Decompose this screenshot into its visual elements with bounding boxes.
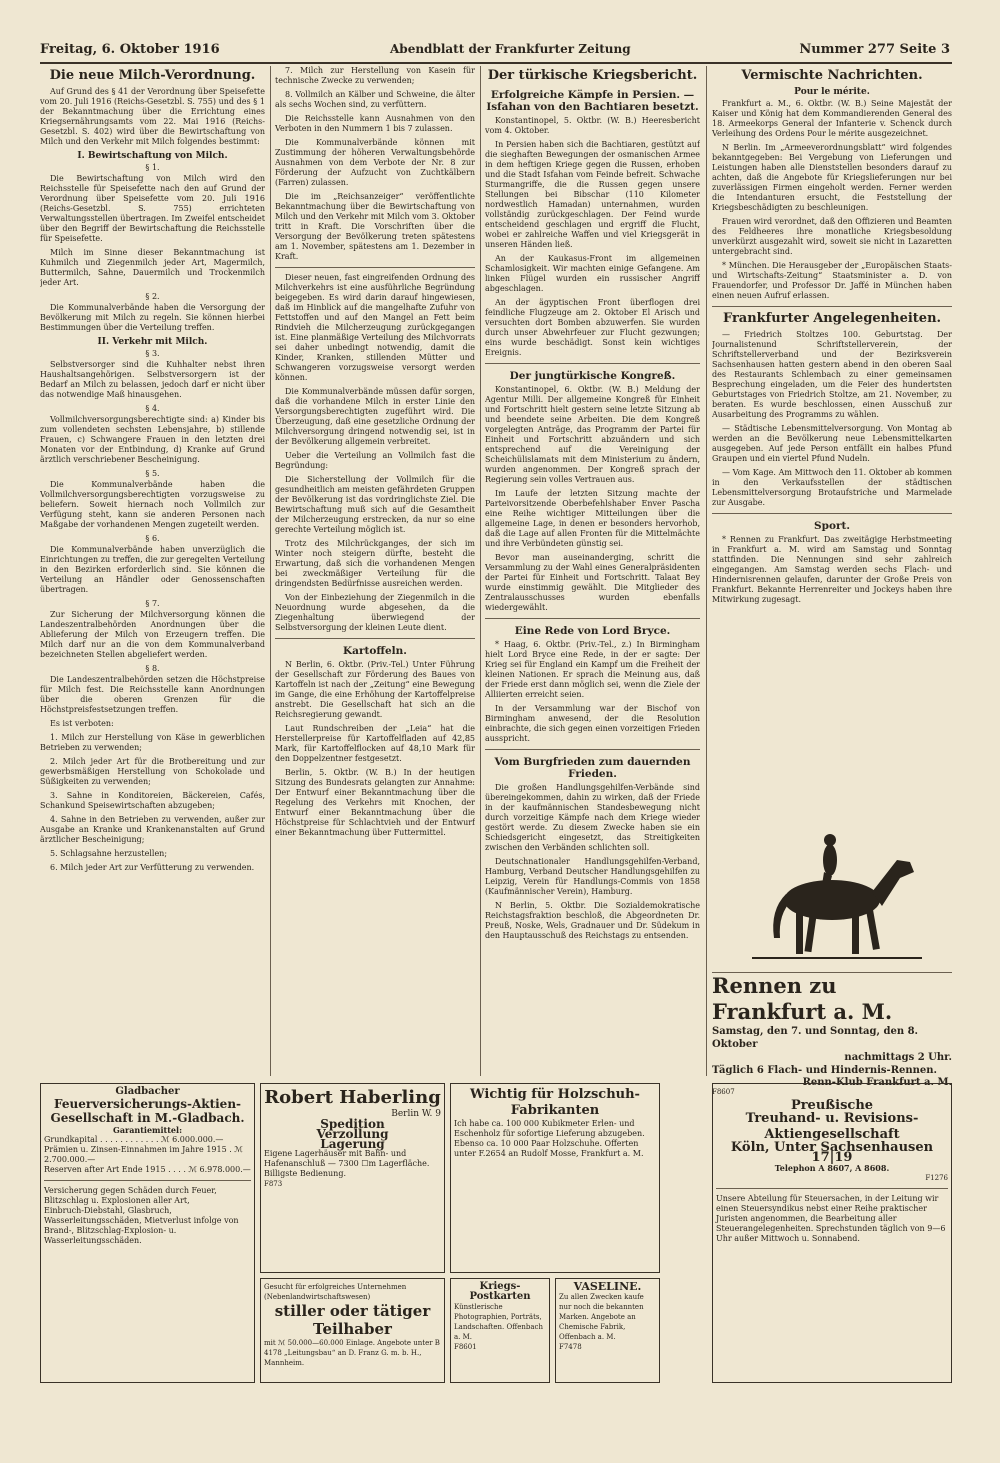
ad-line: Lagerung	[320, 1137, 385, 1151]
article-paragraph: Dieser neuen, fast eingreifenden Ordnung des Milchverkehrs ist eine ausführliche Begründung beigegeben. Es wird darin darauf hingewiesen, daß im Hinblick auf die mangelhafte Zufuhr von Fettstoffen und auf den Mangel an Fett beim Rindvieh die Milcherzeugung zurückgegangen ist. Eine planmäßige Verteilung des Milchvorrats sei daher unbedingt notwendig, damit die Kinder, Kranken, stillenden Mütter und Schwangeren vorzugsweise versorgt werden können.	[275, 273, 475, 382]
article-paragraph: Berlin, 5. Oktbr. (W. B.) In der heutigen Sitzung des Bundesrats gelangten zur Annahme: Der Entwurf einer Bekanntmachung über die Regelung des Verkehrs mit Knochen, der Entwurf einer Bekanntmachung über die Höchstpreise für Schlachtvieh und der Entwurf einer Bekanntmachung über Futtermittel.	[275, 768, 475, 837]
article-paragraph: In der Versammlung war der Bischof von Birmingham anwesend, der die Resolution einbrachte, die sich gegen einen vorzeitigen Frieden ausspricht.	[485, 704, 700, 743]
article-paragraph: Von der Einbeziehung der Ziegenmilch in die Neuordnung wurde abgesehen, da die Ziegenhaltung überwiegend der Selbstversorgung der kleinen Leute dient.	[275, 593, 475, 632]
divider	[712, 306, 952, 307]
article-paragraph: N Berlin, 6. Oktbr. (Priv.-Tel.) Unter Führung der Gesellschaft zur Förderung des Baues von Kartoffeln ist nach der „Zeitung“ eine Bewegung im Gange, die eine Erhöhung der Kartoffelpreise anstrebt. Die Gesellschaft hat sich an die Reichsregierung gewandt.	[275, 660, 475, 719]
ad-heading: Preußische	[790, 1098, 874, 1113]
list-item: 3. Sahne in Konditoreien, Bäckereien, Cafés, Schankund Speisewirtschaften abzugeben;	[40, 791, 265, 810]
divider	[44, 1180, 251, 1181]
article-paragraph: Konstantinopel, 5. Oktbr. (W. B.) Heeresbericht vom 4. Oktober.	[485, 116, 700, 135]
ad-code: F8607	[712, 1088, 735, 1096]
ad-line: Unsere Abteilung für Steuersachen, in der Leitung wir einen Steuersyndikus nebst einer Reihe praktischer Juristen angenommen, die Bearbeitung aller Steuerangelegenheiten. Sprechstunden täglich von 9—6 Uhr außer Mittwoch u. Sonnabend.	[716, 1194, 946, 1243]
article-title: Vermischte Nachrichten.	[741, 68, 923, 83]
page-label: Seite 3	[899, 42, 950, 57]
ad-subtitle: Garantiemittel:	[112, 1125, 183, 1135]
masthead	[40, 42, 950, 62]
article-subtitle: Pour le mérite.	[794, 87, 870, 97]
ad-city: Köln, Unter Sachsenhausen 17|19	[730, 1140, 934, 1165]
paragraph-number: § 3.	[145, 349, 160, 358]
race-title: Rennen zu Frankfurt a. M.	[712, 973, 893, 1024]
divider	[485, 363, 700, 364]
article-title: Eine Rede von Lord Bryce.	[514, 625, 671, 637]
ad-gladbach-insurance	[40, 1083, 255, 1383]
ad-code: F1276	[925, 1174, 948, 1182]
article-title: Der jungtürkische Kongreß.	[509, 370, 676, 382]
ad-vaseline	[555, 1278, 660, 1383]
divider	[275, 638, 475, 639]
ad-code: F873	[264, 1180, 283, 1188]
list-item: 1. Milch zur Herstellung von Käse in gewerblichen Betrieben zu verwenden;	[40, 733, 265, 752]
ad-partner-wanted	[260, 1278, 445, 1383]
paragraph-number: § 6.	[145, 534, 160, 543]
article-paragraph: Selbstversorger sind die Kuhhalter nebst ihren Haushaltsangehörigen. Selbstversorgern ist der Bedarf an Milch zu belassen, jedoch darf er nicht über das notwendige Maß hinausgehen.	[40, 360, 265, 399]
article-subtitle: Erfolgreiche Kämpfe in Persien. — Isfahan von den Bachtiaren besetzt.	[486, 89, 699, 113]
article-paragraph: Ueber die Verteilung an Vollmilch fast die Begründung:	[275, 451, 475, 470]
article-paragraph: Die im „Reichsanzeiger“ veröffentlichte Bekanntmachung über die Bewirtschaftung von Milch und den Verkehr mit Milch vom 3. Oktober tritt in Kraft. Die Vorschriften über die Versorgung der Bevölkerung treten spätestens am 1. November, spätestens am 1. Dezember in Kraft.	[275, 192, 475, 261]
divider	[485, 618, 700, 619]
paragraph-number: § 4.	[145, 404, 160, 413]
horse-illustration	[712, 820, 952, 970]
paper-title: Abendblatt der Frankfurter Zeitung	[390, 42, 631, 56]
article-paragraph: Die Reichsstelle kann Ausnahmen von den Verboten in den Nummern 1 bis 7 zulassen.	[275, 114, 475, 133]
masthead-rule	[40, 62, 952, 64]
ad-line: Grundkapital . . . . . . . . . . . . ℳ 6.000.000.—	[44, 1135, 224, 1144]
ad-line: Einbruch-Diebstahl, Glasbruch, Wasserleitungsschäden, Mietverlust infolge von Brand-, Blitzschlag-Explosion- u. Wasserleitungsschäden.	[44, 1206, 239, 1245]
article-paragraph: An der ägyptischen Front überflogen drei feindliche Flugzeuge am 2. Oktober El Arisch und versuchten dort Bomben abzuwerfen. Sie wurden durch unser Abwehrfeuer zur Flucht gezwungen; eins wurde beschädigt. Sonst kein wichtiges Ereignis.	[485, 298, 700, 357]
article-paragraph: * München. Die Herausgeber der „Europäischen Staats- und Wirtschafts-Zeitung“ Staatsminister a. D. von Frauendorfer, und Professor Dr. Jaffé in München haben einen neuen Aufruf erlassen.	[712, 261, 952, 300]
article-paragraph: Konstantinopel, 6. Oktbr. (W. B.) Meldung der Agentur Milli. Der allgemeine Kongreß für Einheit und Fortschritt hielt gestern seine letzte Sitzung ab und beendete seine Arbeiten. Die dem Kongreß vorgelegten Anträge, das Programm der Partei für Einheit und Fortschritt abzuändern und sich entsprechend auf die Vereinigung der Scheichülislamats mit dem Ministerium zu ändern, wurden angenommen. Der Kongreß sprach der Regierung sein volles Vertrauen aus.	[485, 385, 700, 484]
list-item: 2. Milch jeder Art für die Brotbereitung und zur gewerbsmäßigen Herstellung von Schokolade und Süßigkeiten zu verwenden;	[40, 757, 265, 786]
ad-title: VASELINE.	[573, 1280, 642, 1293]
article-paragraph: Die Kommunalverbände haben die Vollmilchversorgungsberechtigten vorzugsweise zu beliefern. Soweit hiernach noch Vollmilch zur Verfügung steht, kann sie anderen Personen nach Maßgabe der vorhandenen Mengen zugeteilt werden.	[40, 480, 265, 529]
article-paragraph: Die Kommunalverbände müssen dafür sorgen, daß die vorhandene Milch in erster Linie den Versorgungsberechtigten zugeführt wird. Die Überzeugung, daß eine gesetzliche Ordnung der Milchversorgung dringend notwendig sei, ist in der Bevölkerung allgemein verbreitet.	[275, 387, 475, 446]
ad-line: Gesucht für erfolgreiches Unternehmen (Nebenlandwirtschaftswesen)	[264, 1283, 407, 1301]
list-item: 5. Schlagsahne herzustellen;	[50, 849, 168, 858]
article-paragraph: Es ist verboten:	[50, 719, 114, 728]
paragraph-number: § 7.	[145, 599, 160, 608]
article-paragraph: Milch im Sinne dieser Bekanntmachung ist Kuhmilch und Ziegenmilch jeder Art, Magermilch, Buttermilch, Sahne, Dauermilch und Trockenmilch jeder Art.	[40, 248, 265, 287]
ad-title: Robert Haberling	[264, 1087, 441, 1108]
article-paragraph: Die Kommunalverbände haben die Versorgung der Bevölkerung mit Milch zu regeln. Sie können hierbei Bestimmungen über die Verteilung treffen.	[40, 303, 265, 332]
section-heading: II. Verkehr mit Milch.	[97, 337, 208, 347]
article-paragraph: Im Laufe der letzten Sitzung machte der Parteivorsitzende Oberbefehlshaber Enver Pascha eine Reihe wichtiger Mitteilungen über die allgemeine Lage, in denen er besonders hervorhob, daß die Lage auf allen Fronten für die Mittelmächte und ihre Verbündeten günstig sei.	[485, 489, 700, 548]
issue-number	[799, 42, 950, 57]
article-paragraph: — Vom Kage. Am Mittwoch den 11. Oktober ab kommen in den Verkaufsstellen der städtischen Lebensmittelversorgung Brotaufstriche und Marmelade zur Ausgabe.	[712, 468, 952, 507]
ad-code: F8601	[454, 1343, 477, 1351]
article-paragraph: In Persien haben sich die Bachtiaren, gestützt auf die sieghaften Bewegungen der osmanischen Armee in dem heftigen Kriege gegen die Russen, erhoben und die Stadt Isfahan vom Feinde befreit. Schwache Sturmangriffe, die die Russen gegen unsere Stellungen bei Bibschar (110 Kilometer nordwestlich Hamadan) unternahmen, wurden vollständig zurückgeschlagen. Der Feind wurde entscheidend geschlagen und ergriff die Flucht, wobei er zahlreiche Waffen und viel Kriegsgerät in unseren Händen ließ.	[485, 140, 700, 249]
list-item: 7. Milch zur Herstellung von Kasein für technische Zwecke zu verwenden;	[275, 66, 475, 85]
ad-title: Kriegs-Postkarten	[469, 1281, 531, 1302]
column-rule	[480, 66, 481, 1076]
article-paragraph: — Städtische Lebensmittelversorgung. Von Montag ab werden an die Bevölkerung neue Lebensmittelkarten ausgegeben. Auf jede Person entfällt ein halbes Pfund Graupen und ein viertel Pfund Nudeln.	[712, 424, 952, 463]
race-time: nachmittags 2 Uhr.	[844, 1052, 952, 1063]
article-paragraph: * Rennen zu Frankfurt. Das zweitägige Herbstmeeting in Frankfurt a. M. wird am Samstag und Sonntag stattfinden. Die Nennungen sind sehr zahlreich eingegangen. Am Samstag werden sechs Flach- und Hindernisrennen gelaufen, darunter der Große Preis von Frankfurt. Bekannte Herrenreiter und Jockeys haben ihre Mitwirkung zugesagt.	[712, 535, 952, 604]
list-item: 4. Sahne in den Betrieben zu verwenden, außer zur Ausgabe an Kranke und Krankenanstalten auf Grund ärztlicher Bescheinigung;	[40, 815, 265, 844]
article-title: Kartoffeln.	[343, 645, 407, 657]
race-dates: Samstag, den 7. und Sonntag, den 8. Oktober	[712, 1026, 919, 1050]
article-paragraph: Trotz des Milchrückganges, der sich im Winter noch steigern dürfte, besteht die Erwartung, daß sich die vorhandenen Mengen bei zweckmäßiger Verteilung für die dringendsten Bedürfnisse ausreichen werden.	[275, 539, 475, 588]
article-paragraph: Die Bewirtschaftung von Milch wird den Reichsstelle für Speisefette nach den auf Grund der Verordnung über Speisefette vom 20. Juli 1916 (Reichs-Gesetzbl. S. 755) errichteten Verwaltungsstellen übertragen. Im Zweifel entscheidet über den Begriff der Bewirtschaftung die Reichsstelle für Speisefette.	[40, 174, 265, 243]
article-title: Der türkische Kriegsbericht.	[487, 68, 698, 83]
divider	[485, 749, 700, 750]
issue-date: Freitag, 6. Oktober 1916	[40, 42, 220, 57]
divider	[716, 1188, 948, 1189]
ad-line: Künstlerische Photographien, Porträts, Landschaften. Offenbach a. M.	[454, 1303, 543, 1341]
ad-line: Ich habe ca. 100 000 Kubikmeter Erlen- und Eschenholz für sofortige Lieferung abzugeben. Ebenso ca. 10 000 Paar Holzschuhe. Offerten unter F.2654 an Rudolf Mosse, Frankfurt a. M.	[454, 1119, 645, 1158]
section-heading: I. Bewirtschaftung von Milch.	[77, 151, 228, 161]
article-paragraph: Deutschnationaler Handlungsgehilfen-Verband, Hamburg, Verband Deutscher Handlungsgehilfen zu Leipzig, Verein für Handlungs-Commis von 1858 (Kaufmännischer Verein), Hamburg.	[485, 857, 700, 896]
ad-title: Feuerversicherungs-Aktien-Gesellschaft in M.-Gladbach.	[50, 1097, 245, 1125]
column-rule	[270, 66, 271, 1076]
article-paragraph: Frauen wird verordnet, daß den Offizieren und Beamten des Feldheeres ihre monatliche Kriegsbesoldung unverkürzt ausgezahlt wird, soweit sie nicht in Lazaretten untergebracht sind.	[712, 217, 952, 256]
ad-war-postcards	[450, 1278, 550, 1383]
divider	[275, 267, 475, 268]
article-paragraph: Die Landeszentralbehörden setzen die Höchstpreise für Milch fest. Die Reichsstelle kann Anordnungen über die oberen Grenzen für die Höchstpreisfestsetzungen treffen.	[40, 675, 265, 714]
race-advertisement	[712, 972, 952, 1096]
article-paragraph: Zur Sicherung der Milchversorgung können die Landeszentralbehörden Anordnungen über die Ablieferung der Milch von Erzeugern treffen. Die Milch darf nur an die von dem Kommunalverband bezeichneten Stellen abgeliefert werden.	[40, 610, 265, 659]
column-milk-ordinance	[40, 66, 265, 1066]
column-turkish-report	[485, 66, 700, 1066]
paragraph-number: § 1.	[145, 163, 160, 172]
article-paragraph: Die Kommunalverbände haben unverzüglich die Einrichtungen zu treffen, die zur geregelten Verteilung in den Bezirken erforderlich sind. Sie können die Verteilung an Händler oder Genossenschaften übertragen.	[40, 545, 265, 594]
article-paragraph: Die Kommunalverbände können mit Zustimmung der höheren Verwaltungsbehörde Ausnahmen von dem Verbote der Nr. 8 zur Förderung der Aufzucht von Zuchtkälbern (Farren) zulassen.	[275, 138, 475, 187]
article-paragraph: * Haag, 6. Oktbr. (Priv.-Tel., z.) In Birmingham hielt Lord Bryce eine Rede, in der er sagte: Der Krieg sei für England ein Kampf um die Freiheit der kleinen Nationen. Er sprach die Meinung aus, daß der Friede erst dann möglich sei, wenn die Ziele der Alliierten erreicht seien.	[485, 640, 700, 699]
ad-line: Prämien u. Zinsen-Einnahmen im Jahre 1915 . ℳ 2.700.000.—	[44, 1145, 243, 1164]
horse-rider-icon	[712, 820, 952, 970]
ad-heading: Gladbacher	[115, 1086, 180, 1097]
article-paragraph: Bevor man auseinanderging, schritt die Versammlung zu der Wahl eines Generalpräsidenten der Partei für Einheit und Fortschritt. Talaat Bey wurde einstimmig gewählt. Die Mitglieder des Zentralausschusses wurden ebenfalls wiedergewählt.	[485, 553, 700, 612]
ad-code: F7478	[559, 1343, 582, 1351]
article-paragraph: Vollmilchversorgungsberechtigte sind: a) Kinder bis zum vollendeten sechsten Lebensjahre, b) stillende Frauen, c) Schwangere Frauen in den letzten drei Monaten vor der Entbindung, d) Kranke auf Grund ärztlich verschriebener Bescheinigung.	[40, 415, 265, 464]
ad-line: mit ℳ 50.000—60.000 Einlage. Angebote unter B 4178 „Leitungsbau“ an D. Franz G. m. b. H., Mannheim.	[264, 1339, 440, 1367]
number-label: Nummer 277	[799, 42, 896, 57]
article-paragraph: Frankfurt a. M., 6. Oktbr. (W. B.) Seine Majestät der Kaiser und König hat dem Kommandierenden General des 18. Armeekorps General der Infanterie v. Schenck durch Verleihung des Ordens Pour le mérite ausgezeichnet.	[712, 99, 952, 138]
article-paragraph: Die großen Handlungsgehilfen-Verbände sind übereingekommen, dahin zu wirken, daß der Friede in der kaufmännischen Standesbewegung nicht durch vorzeitige Kämpfe nach dem Kriege wieder gestört werde. Zu diesem Zwecke haben sie ein Schiedsgericht eingesetzt, das Streitigkeiten zwischen den Verbänden schlichten soll.	[485, 783, 700, 852]
article-title: Vom Burgfrieden zum dauernden Frieden.	[494, 756, 691, 780]
article-title: Sport.	[814, 520, 850, 532]
article-title: Frankfurter Angelegenheiten.	[722, 311, 942, 326]
ad-city: Berlin W. 9	[391, 1109, 441, 1119]
article-paragraph: Die Sicherstellung der Vollmilch für die gesundheitlich am meisten gefährdeten Gruppen der Bevölkerung ist das vordringlichste Ziel. Die Bewirtschaftung muß sich auf die Gesamtheit der Milcherzeugung erstrecken, da nur so eine gerechte Verteilung möglich ist.	[275, 475, 475, 534]
ad-haberling	[260, 1083, 445, 1273]
ad-treuhand	[712, 1083, 952, 1383]
column-rule	[706, 66, 707, 1076]
article-paragraph: An der Kaukasus-Front im allgemeinen Schamlosigkeit. Wir machten einige Gefangene. Am linken Flügel wurden ein russischer Angriff abgeschlagen.	[485, 254, 700, 293]
ad-line: Versicherung gegen Schäden durch Feuer, Blitzschlag u. Explosionen aller Art,	[44, 1186, 217, 1205]
article-paragraph: Laut Rundschreiben der „Leia“ hat die Herstellerpreise für Kartoffelfladen auf 42,85 Mark, für Kartoffelflocken auf 48,10 Mark für den Doppelzentner festgesetzt.	[275, 724, 475, 763]
ad-line: Eigene Lagerhäuser mit Bahn- und Hafenanschluß — 7300 ☐m Lagerfläche. Billigste Bedienung.	[264, 1149, 430, 1178]
list-item: 8. Vollmilch an Kälber und Schweine, die älter als sechs Wochen sind, zu verfüttern.	[275, 90, 475, 109]
article-paragraph: — Friedrich Stoltzes 100. Geburtstag. Der Journalistenund Schriftstellerverein, der Schriftstellerverband und der Bezirksverein Sachsenhausen hatten gestern abend in den oberen Saal des Restaurants Schlembach zu einer gemeinsamen Besprechung eingeladen, um die Feier des hundertsten Geburtstages von Friedrich Stoltze, am 21. November, zu beraten. Es wurde beschlossen, einen Ausschuß zur Ausarbeitung des Programms zu wählen.	[712, 330, 952, 419]
ad-phone: Telephon A 8607, A 8608.	[774, 1163, 890, 1173]
ad-line: Reserven after Art Ende 1915 . . . . ℳ 6.978.000.—	[44, 1165, 251, 1174]
divider	[712, 513, 952, 514]
ad-title: Wichtig für Holzschuh-Fabrikanten	[470, 1087, 640, 1118]
paragraph-number: § 8.	[145, 664, 160, 673]
article-paragraph: N Berlin, 5. Oktbr. Die Sozialdemokratische Reichstagsfraktion beschloß, die Abgeordneten Dr. Preuß, Noske, Wels, Gradnauer und Dr. Südekum in den Hauptausschuß des Reichstags zu entsenden.	[485, 901, 700, 940]
advertisement-section	[40, 1083, 952, 1413]
race-club: Renn-Klub Frankfurt a. M.	[802, 1077, 952, 1088]
ad-title: Treuhand- u. Revisions-Aktiengesellschaft	[745, 1111, 919, 1142]
article-paragraph: Auf Grund des § 41 der Verordnung über Speisefette vom 20. Juli 1916 (Reichs-Gesetzbl. S. 755) und des § 1 der Bekanntmachung über die Errichtung eines Kriegsernährungsamts vom 22. Mai 1916 (Reichs-Gesetzbl. S. 402) wird über die Bewirtschaftung von Milch und den Verkehr mit Milch folgendes bestimmt:	[40, 87, 265, 146]
ad-title: stiller oder tätiger Teilhaber	[274, 1302, 431, 1338]
list-item: 6. Milch jeder Art zur Verfütterung zu verwenden.	[50, 863, 255, 872]
article-title: Die neue Milch-Verordnung.	[49, 68, 256, 83]
paragraph-number: § 2.	[145, 292, 160, 301]
ad-line: Zu allen Zwecken kaufe nur noch die bekannten Marken. Angebote an Chemische Fabrik, Offenbach a. M.	[559, 1293, 644, 1341]
ad-line: Verzollung	[316, 1127, 389, 1141]
race-program: Täglich 6 Flach- und Hindernis-Rennen.	[712, 1065, 938, 1076]
ad-wooden-shoes	[450, 1083, 660, 1273]
ad-line: Spedition	[320, 1117, 385, 1131]
column-miscellaneous	[712, 66, 952, 816]
article-paragraph: N Berlin. Im „Armeeverordnungsblatt“ wird folgendes bekanntgegeben: Bei Vergebung von Lieferungen und Leistungen haben alle Dienststellen besonders darauf zu achten, daß die Angebote für Kriegslieferungen nur bei zuverlässigen Firmen eingeholt werden. Ferner werden die Intendanturen ersucht, die Feststellung der Kriegsbeschädigten zu beschleunigen.	[712, 143, 952, 212]
paragraph-number: § 5.	[145, 469, 160, 478]
column-milk-continued	[275, 66, 475, 1066]
